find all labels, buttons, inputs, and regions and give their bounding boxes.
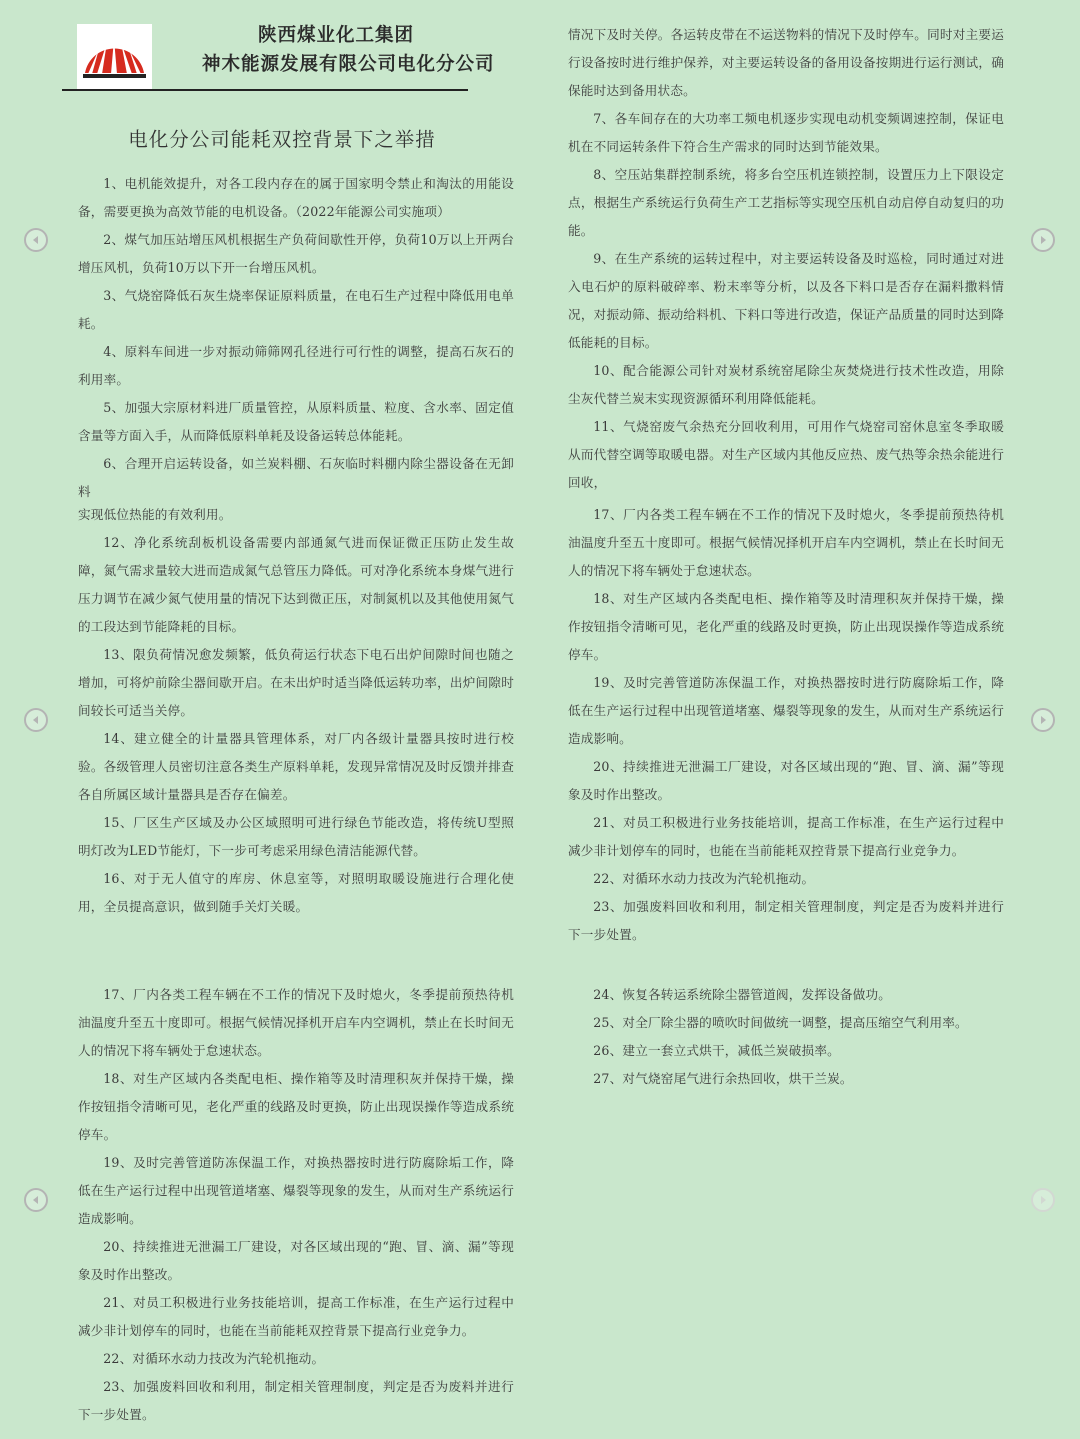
next-page-button[interactable] [1031,708,1055,732]
chevron-left-icon [31,715,41,725]
panel-bottom-left [78,981,514,1429]
chevron-left-icon [31,235,41,245]
measure-item: 21、对员工积极进行业务技能培训，提高工作标准，在生产运行过程中减少非计划停车的同时，也能在当前能耗双控背景下提高行业竞争力。 [78,1295,514,1338]
chevron-left-icon [31,1195,41,1205]
measure-item: 6、合理开启运转设备，如兰炭料棚、石灰临时料棚内除尘器设备在无卸料 [78,456,514,499]
measure-item: 22、对循环水动力技改为汽轮机拖动。 [103,1351,325,1366]
measure-item: 19、及时完善管道防冻保温工作，对换热器按时进行防腐除垢工作，降低在生产运行过程中出现管道堵塞、爆裂等现象的发生，从而对生产系统运行造成影响。 [568,675,1004,746]
company-logo [77,24,152,89]
measure-item: 3、气烧窑降低石灰生烧率保证原料质量，在电石生产过程中降低用电单耗。 [78,288,514,331]
panel-middle-left [78,501,514,921]
prev-page-button[interactable] [24,708,48,732]
next-page-button[interactable] [1031,1188,1055,1212]
chevron-right-icon [1038,235,1048,245]
org-name-line1: 陕西煤业化工集团 [258,25,415,46]
measure-item: 11、气烧窑废气余热充分回收利用，可用作气烧窑司窑休息室冬季取暖从而代替空调等取暖电器。对生产区域内其他反应热、废气热等余热余能进行回收， [568,419,1004,490]
measure-item: 16、对于无人值守的库房、休息室等，对照明取暖设施进行合理化使用，全员提高意识，做到随手关灯关暖。 [78,871,514,914]
measure-item: 1、电机能效提升，对各工段内存在的属于国家明令禁止和淘汰的用能设备，需要更换为高效节能的电机设备。（2022年能源公司实施项） [78,176,514,219]
chevron-right-icon [1038,1195,1048,1205]
measure-item: 14、建立健全的计量器具管理体系，对厂内各级计量器具按时进行校验。各级管理人员密切注意各类生产原料单耗，发现异常情况及时反馈并排查各自所属区域计量器具是否存在偏差。 [78,731,514,802]
measure-item: 22、对循环水动力技改为汽轮机拖动。 [593,871,815,886]
measure-item: 21、对员工积极进行业务技能培训，提高工作标准，在生产运行过程中减少非计划停车的同时，也能在当前能耗双控背景下提高行业竞争力。 [568,815,1004,858]
measure-item: 26、建立一套立式烘干，减低兰炭破损率。 [593,1043,840,1058]
measure-item: 4、原料车间进一步对振动筛筛网孔径进行可行性的调整，提高石灰石的利用率。 [78,344,514,387]
header-divider [62,89,468,91]
measure-item: 18、对生产区域内各类配电柜、操作箱等及时清理积灰并保持干燥，操作按钮指令清晰可见，老化严重的线路及时更换，防止出现误操作等造成系统停车。 [78,1071,514,1142]
prev-page-button[interactable] [24,1188,48,1212]
measure-item: 17、厂内各类工程车辆在不工作的情况下及时熄火，冬季提前预热待机油温度升至五十度即可。根据气候情况择机开启车内空调机，禁止在长时间无人的情况下将车辆处于怠速状态。 [78,987,514,1058]
measure-item: 实现低位热能的有效利用。 [78,507,232,522]
measure-item: 17、厂内各类工程车辆在不工作的情况下及时熄火，冬季提前预热待机油温度升至五十度即可。根据气候情况择机开启车内空调机，禁止在长时间无人的情况下将车辆处于怠速状态。 [568,507,1004,578]
measure-item: 13、限负荷情况愈发频繁，低负荷运行状态下电石出炉间隙时间也随之增加，可将炉前除尘器间歇开启。在未出炉时适当降低运转功率，出炉间隙时间较长可适当关停。 [78,647,514,718]
measure-item: 25、对全厂除尘器的喷吹时间做统一调整，提高压缩空气利用率。 [593,1015,968,1030]
measure-item: 27、对气烧窑尾气进行余热回收，烘干兰炭。 [593,1071,853,1086]
measure-item: 12、净化系统刮板机设备需要内部通氮气进而保证微正压防止发生故障，氮气需求量较大进而造成氮气总管压力降低。可对净化系统本身煤气进行压力调节在减少氮气使用量的情况下达到微正压，对制氮机以及其他使用氮气的工段达到节能降耗的目标。 [78,535,514,634]
measure-item: 18、对生产区域内各类配电柜、操作箱等及时清理积灰并保持干燥，操作按钮指令清晰可见，老化严重的线路及时更换，防止出现误操作等造成系统停车。 [568,591,1004,662]
panel-top-right [568,21,1004,497]
org-name-line2: 神木能源发展有限公司电化分公司 [202,54,495,75]
measure-item: 9、在生产系统的运转过程中，对主要运转设备及时巡检，同时通过对进入电石炉的原料破碎率、粉末率等分析，以及各下料口是否存在漏料撒料情况，对振动筛、振动给料机、下料口等进行改造，保证产品质量的同时达到降低能耗的目标。 [568,251,1004,350]
measure-item: 23、加强废料回收和利用，制定相关管理制度，判定是否为废料并进行下一步处置。 [568,899,1004,942]
panel-middle-right [568,501,1004,949]
measure-item: 20、持续推进无泄漏工厂建设，对各区域出现的“跑、冒、滴、漏”等现象及时作出整改。 [568,759,1004,802]
next-page-button[interactable] [1031,228,1055,252]
measure-item: 15、厂区生产区域及办公区域照明可进行绿色节能改造，将传统U型照明灯改为LED节能灯，下一步可考虑采用绿色清洁能源代替。 [78,815,514,858]
measure-item: 7、各车间存在的大功率工频电机逐步实现电动机变频调速控制，保证电机在不同运转条件下符合生产需求的同时达到节能效果。 [568,111,1004,154]
panel-bottom-right [568,981,1004,1093]
chevron-right-icon [1038,715,1048,725]
prev-page-button[interactable] [24,228,48,252]
measure-item: 24、恢复各转运系统除尘器管道阀，发挥设备做功。 [593,987,892,1002]
logo-mark-icon [77,24,152,89]
measure-item: 8、空压站集群控制系统，将多台空压机连锁控制，设置压力上下限设定点，根据生产系统运行负荷生产工艺指标等实现空压机自动启停自动复归的功能。 [568,167,1004,238]
measure-item: 情况下及时关停。各运转皮带在不运送物料的情况下及时停车。同时对主要运行设备按时进行维护保养，对主要运转设备的备用设备按期进行运行测试，确保能时达到备用状态。 [568,27,1004,98]
measure-item: 19、及时完善管道防冻保温工作，对换热器按时进行防腐除垢工作，降低在生产运行过程中出现管道堵塞、爆裂等现象的发生，从而对生产系统运行造成影响。 [78,1155,514,1226]
measure-item: 20、持续推进无泄漏工厂建设，对各区域出现的“跑、冒、滴、漏”等现象及时作出整改。 [78,1239,514,1282]
measure-item: 5、加强大宗原材料进厂质量管控，从原料质量、粒度、含水率、固定值含量等方面入手，从而降低原料单耗及设备运转总体能耗。 [78,400,514,443]
document-title: 电化分公司能耗双控背景下之举措 [128,128,436,151]
measure-item: 2、煤气加压站增压风机根据生产负荷间歇性开停，负荷10万以上开两台增压风机，负荷10万以下开一台增压风机。 [78,232,514,275]
panel-top-left [78,170,514,506]
measure-item: 23、加强废料回收和利用，制定相关管理制度，判定是否为废料并进行下一步处置。 [78,1379,514,1422]
measure-item: 10、配合能源公司针对炭材系统窑尾除尘灰焚烧进行技术性改造，用除尘灰代替兰炭末实现资源循环利用降低能耗。 [568,363,1004,406]
